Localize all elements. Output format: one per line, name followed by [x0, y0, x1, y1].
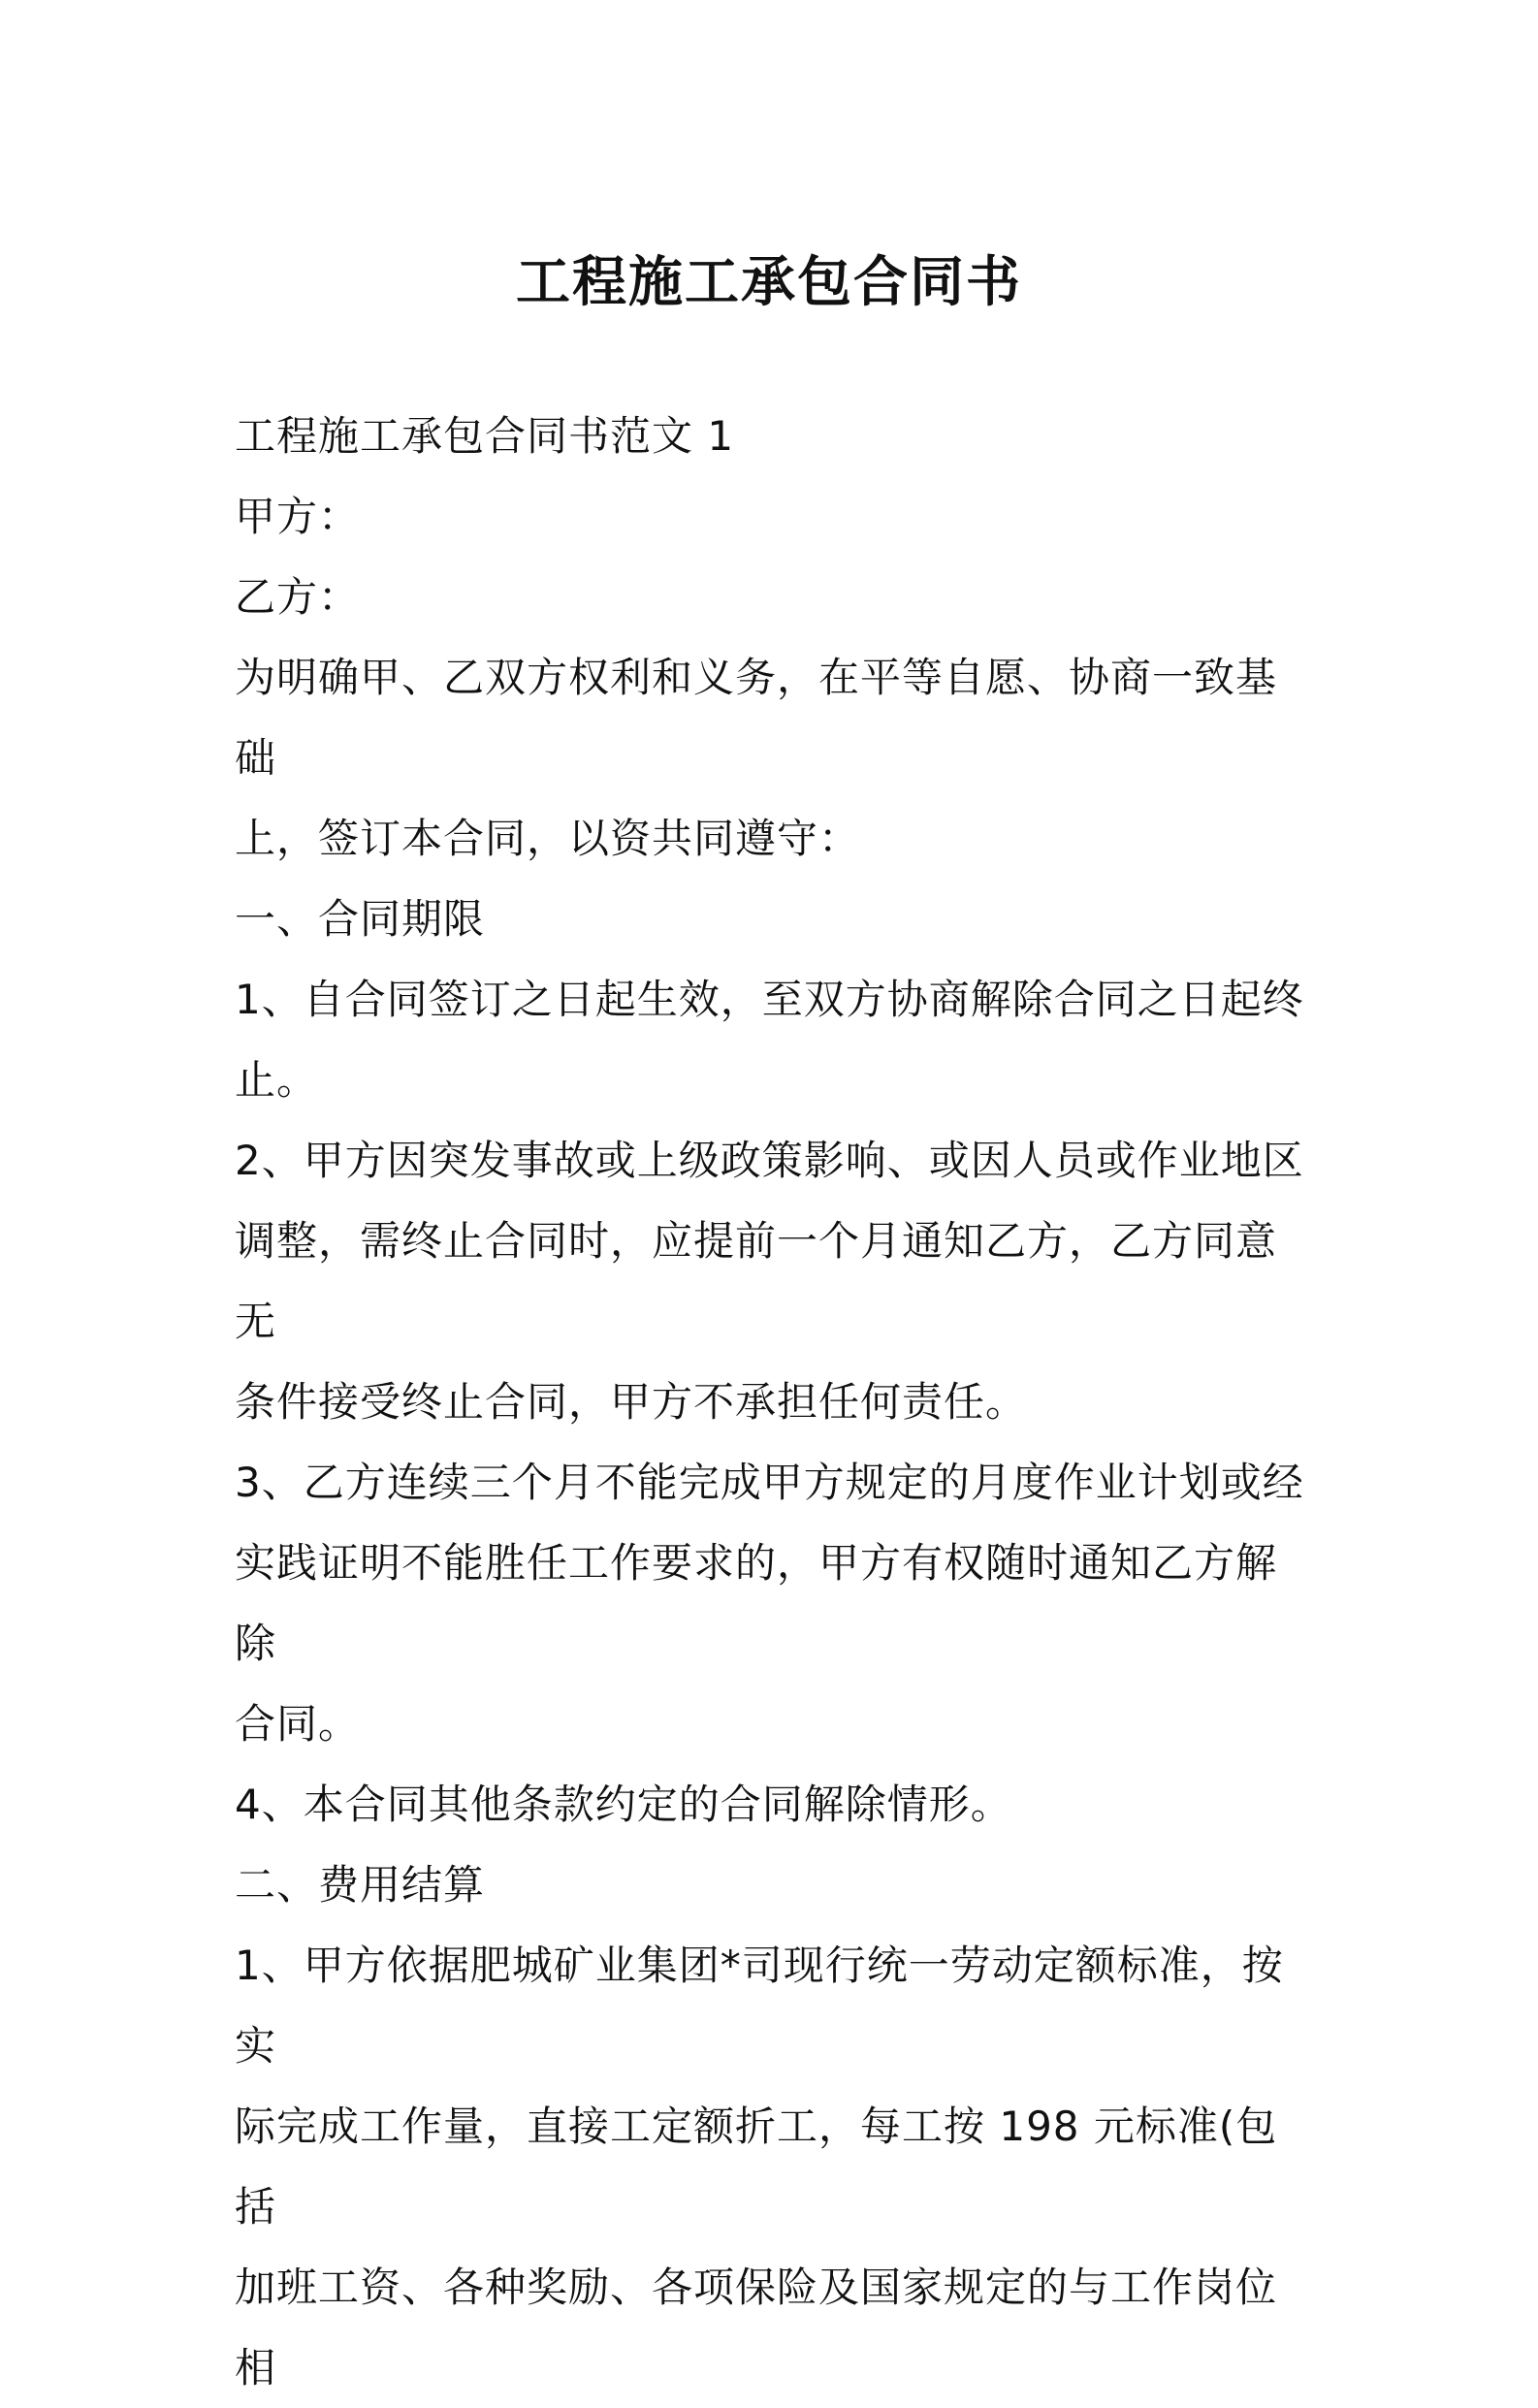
body-line: 乙方：	[235, 573, 361, 621]
body-line: 上，签订本合同，以资共同遵守：	[235, 815, 861, 862]
body-line: 1、甲方依据肥城矿业集团*司现行统一劳动定额标准，按实	[235, 1942, 1284, 2070]
body-line: 3、乙方连续三个月不能完成甲方规定的月度作业计划或经	[235, 1459, 1304, 1506]
body-line: 甲方：	[235, 493, 361, 540]
document-title: 工程施工承包合同书	[516, 251, 1022, 314]
body-line: 止。	[235, 1056, 319, 1104]
body-line: 实践证明不能胜任工作要求的，甲方有权随时通知乙方解除	[235, 1539, 1278, 1667]
body-line: 工程施工承包合同书范文 1	[235, 412, 735, 460]
body-line: 合同。	[235, 1700, 361, 1748]
body-line: 调整，需终止合同时，应提前一个月通知乙方，乙方同意无	[235, 1217, 1278, 1345]
body-line: 一、合同期限	[235, 895, 486, 943]
body-line: 2、甲方因突发事故或上级政策影响、或因人员或作业地区	[235, 1137, 1304, 1184]
body-line: 二、费用结算	[235, 1861, 486, 1909]
document-body	[235, 396, 1311, 2408]
body-line: 4、本合同其他条款约定的合同解除情形。	[235, 1781, 1012, 1828]
body-line: 为明确甲、乙双方权利和义务，在平等自愿、协商一致基础	[235, 654, 1278, 782]
body-line: 条件接受终止合同，甲方不承担任何责任。	[235, 1378, 1028, 1426]
body-line: 1、自合同签订之日起生效，至双方协商解除合同之日起终	[235, 976, 1304, 1023]
body-line: 加班工资、各种奖励、各项保险及国家规定的与工作岗位相	[235, 2264, 1278, 2392]
body-line: 际完成工作量，直接工定额折工，每工按 198 元标准(包括	[235, 2103, 1278, 2231]
